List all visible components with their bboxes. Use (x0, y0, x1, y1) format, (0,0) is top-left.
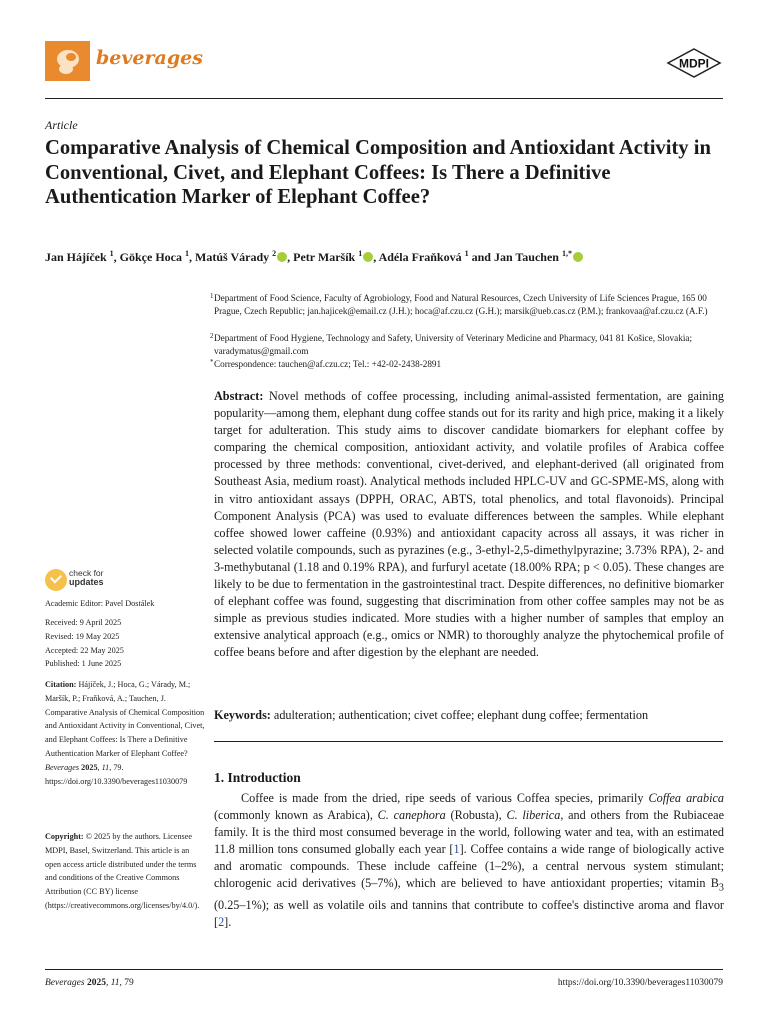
affiliation-marker: 1 (210, 292, 214, 300)
received-date: Received: 9 April 2025 (45, 618, 122, 627)
author-affiliation-sup: 1 (185, 249, 189, 258)
keywords-text: adulteration; authentication; civet coffee; elephant dung coffee; fermentation (273, 708, 649, 722)
journal-name[interactable]: beverages (96, 47, 203, 69)
author-affiliation-sup: 1 (109, 249, 114, 258)
article-type: Article (45, 118, 78, 132)
author-name[interactable]: Jan Hájíček (45, 250, 110, 264)
orcid-icon[interactable] (573, 252, 583, 262)
footer-journal: Beverages (45, 978, 85, 988)
copyright-label: Copyright: (45, 832, 84, 841)
species-name: C. canephora (377, 808, 446, 823)
keywords-label: Keywords: (214, 708, 271, 722)
mdpi-logo-icon (666, 48, 722, 78)
section-divider (214, 741, 723, 742)
author-separator: , (373, 250, 379, 264)
citation-block: Citation: Hájíček, J.; Hoca, G.; Várady, M.; Maršík, P.; Fraňková, A.; Tauchen, J. Comparative Analysis of Chemical Composition and Antioxidant Activity in Conventional, Civet, and Elephant Coffees: Is There a Definitive Authentication Marker of Elephant Coffee? Beverages 2025, 11, 79. https://doi.org/10.3390/beverages11030079 (45, 680, 205, 786)
intro-text: ]. Coffee contains a wide range of biologically active and aromatic compounds. These include caffeine (1–2%), a central nervous system stimulant; chlorogenic acid derivatives (5–7%), which are believed to have antioxidant properties; vitamin B (214, 842, 724, 891)
intro-text: Coffee is made from the dried, ripe seeds of various Coffea species, primarily (241, 791, 649, 805)
footer-year: 2025 (86, 978, 106, 988)
author-name[interactable]: Jan Tauchen (493, 250, 562, 264)
affiliation-marker: * (210, 358, 214, 366)
intro-text: , and others from the Rubiaceae family. It is the third most consumed beverage in the world, following water and tea, with an estimated 11.8 million tons consumed globally each year [ (214, 808, 724, 857)
author-name[interactable]: Petr Maršík (293, 250, 359, 264)
abstract-text: Novel methods of coffee processing, including animal-assisted fermentation, are gaining popularity—among them, elephant dung coffee stands out for its rarity and high price, making it a likely target for adulteration. This study aims to discover candidate biomarkers for elephant coffee by comparing the chemical composition, antioxidant activity, and volatile profiles of Arabica coffee processed by three methods: conventional, civet-derived, and elephant-derived (all originated from Southeast Asia, medium roast). Analytical methods included HPLC-UV and GC-SPME-MS, along with in vitro antioxidant assays (DPPH, ORAC, ABTS, total phenolics, and total flavonoids). Principal Component Analysis (PCA) was used to evaluate differences between the samples. While elephant coffee showed lower caffeine (0.93%) and antioxidant capacity across all assays, it was richer in selected volatile compounds, such as pyrazines (e.g., 3-ethyl-2,5-dimethylpyrazine; 3.73% RPA), 2- and 3-methybutanal (1.18 and 0.19% RPA), and furfuryl acetate (18.00% RPA; p < 0.05). These changes are likely to be due to fermentation in the gastrointestinal tract. Despite differences, no definitive biomarker of elephant coffee was found, suggesting that discrimination from other coffee samples may not be as simple as previous studies indicated. More studies with a higher number of samples that employ an extensive analytical approach (e.g., omics or NMR) to thoroughly analyze the phytochemical profile of coffee beans before and after digestion by the elephant are needed. (214, 389, 725, 660)
author-name[interactable]: Matúš Várady (195, 250, 273, 264)
revised-date: Revised: 19 May 2025 (45, 631, 120, 641)
author-affiliation-sup: 2 (272, 249, 277, 258)
orcid-icon[interactable] (363, 252, 373, 262)
reference-link[interactable]: 2 (218, 915, 225, 930)
author-separator: , (287, 250, 294, 264)
correspondence (210, 358, 724, 371)
author-name[interactable]: Adéla Fraňková (378, 250, 465, 264)
footer-divider (45, 969, 723, 970)
footer-volume: 11 (110, 978, 120, 988)
author-list (45, 249, 725, 265)
orcid-icon[interactable] (277, 252, 287, 262)
introduction-paragraph (214, 790, 724, 931)
check-line-2: updates (69, 577, 104, 587)
author-affiliation-sup: 1,* (561, 249, 572, 258)
citation-volume: 11 (101, 762, 110, 772)
footer-citation: Beverages 2025, 11, 79 (45, 978, 134, 988)
section-heading-introduction: 1. Introduction (214, 770, 301, 785)
citation-text: Hájíček, J.; Hoca, G.; Várady, M.; Maršík, P.; Fraňková, A.; Tauchen, J. Comparative Analysis of Chemical Composition and Antioxidant Activity in Conventional, Civet, and Elephant Coffees: Is There a Definitive Authentication Marker of Elephant Coffee? (45, 680, 205, 758)
abstract (214, 388, 724, 662)
citation-journal: Beverages (45, 762, 80, 772)
species-name: C. liberica (506, 808, 561, 823)
copyright-block (45, 830, 205, 913)
check-icon (45, 569, 67, 591)
intro-text: (Robusta), (445, 808, 507, 823)
author-separator: and (468, 250, 494, 264)
keywords (214, 708, 724, 723)
abstract-label: Abstract: (214, 389, 264, 403)
check-line-1: check for (69, 568, 104, 578)
footer-article-no: , 79 (119, 978, 134, 988)
affiliation-text: Department of Food Science, Faculty of Agrobiology, Food and Natural Resources, Czech University of Life Sciences Prague, 165 00 Prague, Czech Republic; jan.hajicek@email.cz (J.H.); hoca@af.czu.cz (G.H.); marsik@ueb.cas.cz (P.M.); frankovaa@af.czu.cz (A.F.) (214, 293, 708, 316)
intro-text: ]. (224, 915, 232, 930)
publisher-name: MDPI (679, 56, 709, 71)
beverages-logo-icon (45, 41, 90, 81)
subscript: 3 (718, 882, 724, 894)
intro-text: (0.25–1%); as well as volatile oils and tannins that contribute to coffee's distinctive aroma and flavor [ (214, 898, 724, 930)
author-affiliation-sup: 1 (358, 249, 363, 258)
article-title: Comparative Analysis of Chemical Composition and Antioxidant Activity in Conventional, Civet, and Elephant Coffees: Is There a Definitive Authentication Marker of Elephant Coffee? (45, 137, 711, 208)
reference-link[interactable]: 1 (453, 842, 460, 857)
affiliation-text: Department of Food Hygiene, Technology and Safety, University of Veterinary Medicine and Pharmacy, 041 81 Košice, Slovakia; varadymatus@gmail.com (214, 333, 693, 356)
citation-year: 2025 (81, 762, 98, 772)
species-name: Coffea arabica (648, 791, 724, 805)
check-for-updates-button[interactable] (45, 567, 155, 593)
intro-text: (commonly known as Arabica), (214, 808, 378, 823)
affiliation-1 (210, 292, 724, 318)
author-separator: , (113, 250, 120, 264)
author-separator: , (189, 250, 195, 264)
affiliation-marker: 2 (210, 332, 214, 340)
publication-dates (45, 616, 205, 671)
citation-doi[interactable]: , 79. https://doi.org/10.3390/beverages11030079 (45, 762, 188, 786)
copyright-text: © 2025 by the authors. Licensee MDPI, Basel, Switzerland. This article is an open access article distributed under the terms and conditions of the Creative Commons Attribution (CC BY) license (https://creativecommons.org/licenses/by/4.0/). (45, 832, 200, 910)
affiliation-2 (210, 332, 724, 358)
correspondence-text: Correspondence: tauchen@af.czu.cz; Tel.: +42-02-2438-2891 (214, 359, 442, 369)
author-affiliation-sup: 1 (464, 249, 469, 258)
check-for-updates-label (69, 569, 104, 587)
author-name[interactable]: Gökçe Hoca (119, 250, 185, 264)
footer-doi-link[interactable]: https://doi.org/10.3390/beverages11030079 (557, 978, 723, 988)
academic-editor: Academic Editor: Pavel Dostálek (45, 599, 155, 608)
header-divider (45, 98, 723, 99)
mdpi-logo[interactable] (666, 48, 722, 78)
accepted-date: Accepted: 22 May 2025 (45, 645, 124, 655)
journal-logo[interactable] (45, 41, 90, 81)
published-date: Published: 1 June 2025 (45, 659, 122, 669)
citation-label: Citation: (45, 680, 77, 689)
